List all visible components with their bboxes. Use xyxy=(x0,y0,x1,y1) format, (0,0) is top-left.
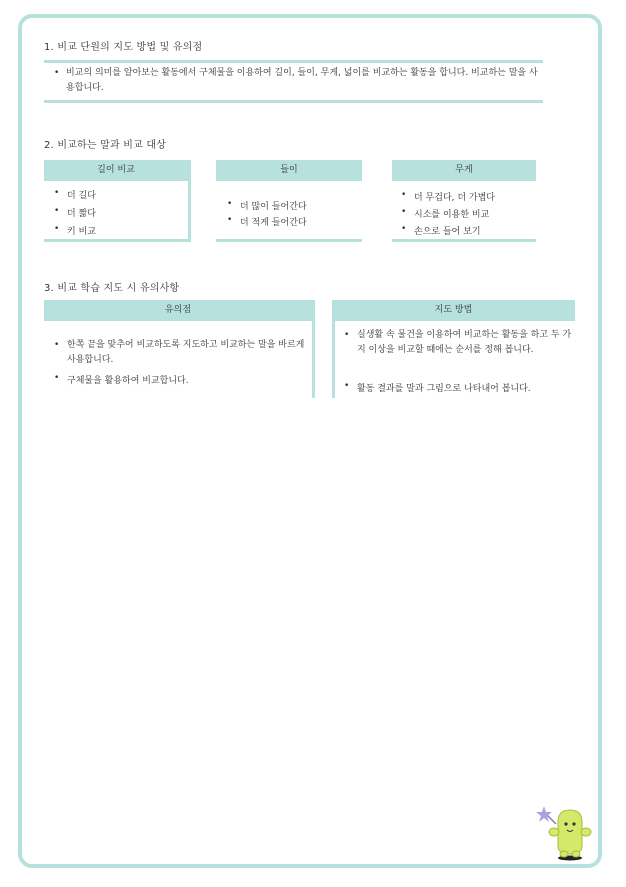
caution-item: • 한쪽 끝을 맞추어 비교하도록 지도하고 비교하는 말을 바르게 사용합니다. xyxy=(67,338,311,368)
capacity-box-bottom xyxy=(216,239,362,242)
capacity-item: • 더 적게 들어간다 xyxy=(240,215,307,228)
weight-item: • 시소를 이용한 비교 xyxy=(414,207,489,220)
caution-box-title: 유의점 xyxy=(44,300,312,321)
green-monster-mascot-icon xyxy=(536,802,596,862)
length-item: • 키 비교 xyxy=(67,224,96,237)
method-item: • 활동 결과를 말과 그림으로 나타내어 봅니다. xyxy=(357,381,573,394)
method-box-side xyxy=(332,300,335,398)
method-item: • 실생활 속 물건을 이용하여 비교하는 활동을 하고 두 가지 이상을 비교할 때에는 순서를 정해 봅니다. xyxy=(357,328,573,358)
length-item: • 더 짧다 xyxy=(67,206,96,219)
weight-item: • 손으로 들어 보기 xyxy=(414,224,481,237)
caution-box-side xyxy=(312,300,315,398)
section-3-heading: 3. 비교 학습 지도 시 유의사항 xyxy=(44,283,180,294)
section-1-bottom-rule xyxy=(44,100,543,103)
length-box-title: 길이 비교 xyxy=(44,160,188,181)
weight-box-title: 무게 xyxy=(392,160,536,181)
section-1-heading: 1. 비교 단원의 지도 방법 및 유의점 xyxy=(44,42,203,53)
section-1-bullet: • 비교의 의미를 알아보는 활동에서 구체물을 이용하여 길이, 들이, 무게, 넓이를 비교하는 활동을 합니다. 비교하는 말을 사용합니다. xyxy=(66,66,540,96)
length-box-side xyxy=(188,160,191,242)
method-box-title: 지도 방법 xyxy=(332,300,575,321)
weight-item: • 더 무겁다, 더 가볍다 xyxy=(414,190,495,203)
weight-box-bottom xyxy=(392,239,536,242)
caution-item: • 구체물을 활용하여 비교합니다. xyxy=(67,373,311,386)
capacity-item: • 더 많이 들어간다 xyxy=(240,199,307,212)
capacity-box-title: 들이 xyxy=(216,160,362,181)
length-item: • 더 길다 xyxy=(67,188,96,201)
star-wand-icon xyxy=(536,806,556,824)
length-box-bottom xyxy=(44,239,191,242)
section-2-heading: 2. 비교하는 말과 비교 대상 xyxy=(44,140,167,151)
section-1-top-rule xyxy=(44,60,543,63)
